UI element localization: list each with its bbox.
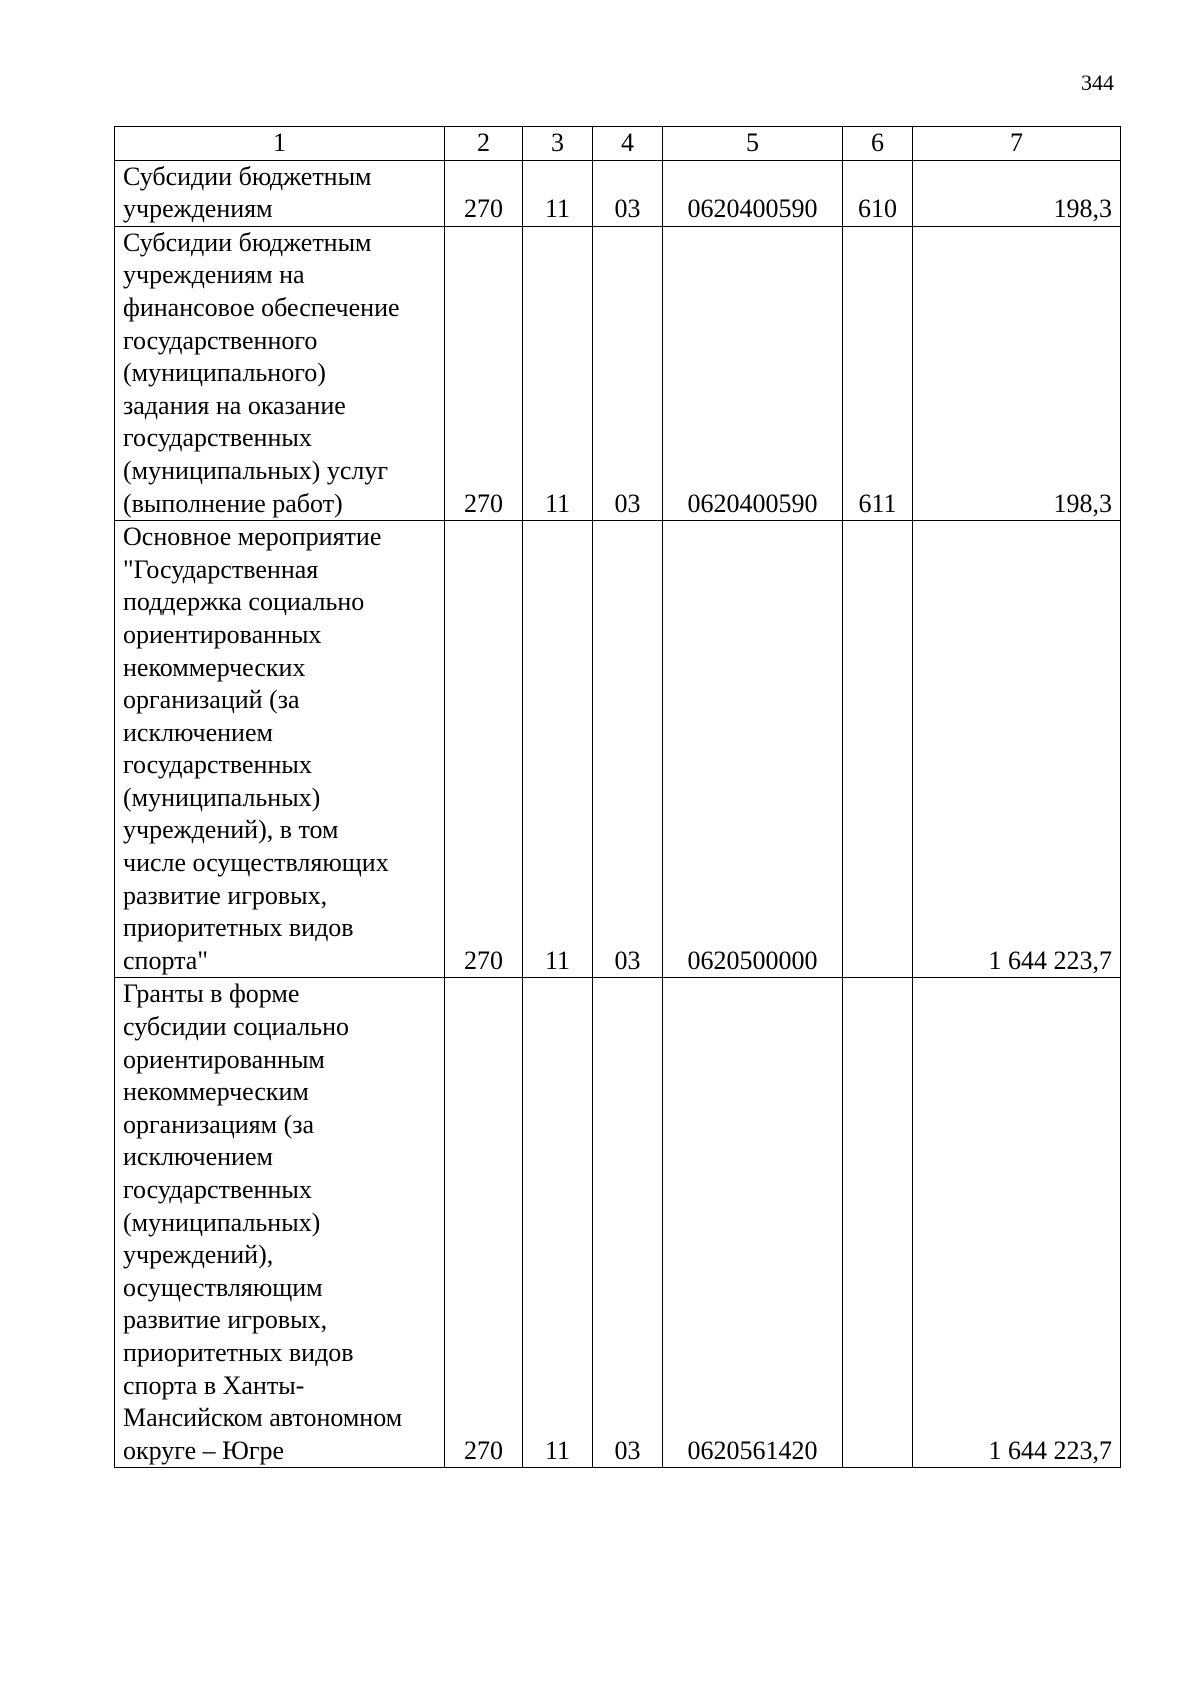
row-name-line: исключением bbox=[123, 717, 273, 747]
row-name-line: развитие игровых, bbox=[123, 880, 328, 910]
header-cell: 1 bbox=[115, 127, 445, 161]
subsection-cell: 03 bbox=[593, 160, 663, 226]
expense-type-cell: 610 bbox=[843, 160, 913, 226]
header-cell: 2 bbox=[445, 127, 523, 161]
row-name-line: Мансийском автономном bbox=[123, 1403, 403, 1433]
subsection-cell: 03 bbox=[593, 226, 663, 520]
target-article-cell: 0620561420 bbox=[663, 978, 843, 1468]
row-name-line: (выполнение работ) bbox=[123, 488, 343, 518]
row-name-line: организаций (за bbox=[123, 685, 300, 715]
expense-type-cell: 611 bbox=[843, 226, 913, 520]
row-name-line: поддержка социально bbox=[123, 587, 365, 617]
page-number: 344 bbox=[1081, 70, 1114, 95]
table-row bbox=[115, 160, 1121, 226]
row-name-line: учреждениям bbox=[123, 194, 273, 224]
row-name-line: (муниципального) bbox=[123, 358, 326, 388]
row-name-cell bbox=[115, 160, 445, 226]
header-cell: 3 bbox=[523, 127, 593, 161]
row-name-line: приоритетных видов bbox=[123, 1337, 354, 1367]
target-article-cell: 0620500000 bbox=[663, 521, 843, 978]
expense-type-cell bbox=[843, 521, 913, 978]
row-name-line: учреждений), bbox=[123, 1240, 274, 1270]
row-name-line: приоритетных видов bbox=[123, 913, 354, 943]
section-cell: 11 bbox=[523, 978, 593, 1468]
section-cell: 11 bbox=[523, 226, 593, 520]
amount-cell: 198,3 bbox=[913, 226, 1121, 520]
table-row bbox=[115, 226, 1121, 520]
admin-code-cell: 270 bbox=[445, 521, 523, 978]
target-article-cell: 0620400590 bbox=[663, 160, 843, 226]
row-name-line: финансовое обеспечение bbox=[123, 292, 400, 322]
admin-code-cell: 270 bbox=[445, 160, 523, 226]
row-name-line: государственных bbox=[123, 750, 312, 780]
subsection-cell: 03 bbox=[593, 978, 663, 1468]
row-name-line: Основное мероприятие bbox=[123, 522, 382, 552]
row-name-line: ориентированным bbox=[123, 1044, 325, 1074]
row-name-line: числе осуществляющих bbox=[123, 848, 389, 878]
row-name-line: (муниципальных) bbox=[123, 782, 321, 812]
row-name-line: ориентированных bbox=[123, 619, 322, 649]
row-name-line: Субсидии бюджетным bbox=[123, 227, 372, 257]
section-cell: 11 bbox=[523, 160, 593, 226]
table-row bbox=[115, 978, 1121, 1468]
section-cell: 11 bbox=[523, 521, 593, 978]
budget-table bbox=[114, 126, 1121, 1468]
row-name-line: развитие игровых, bbox=[123, 1305, 328, 1335]
row-name-line: округе – Югре bbox=[123, 1435, 285, 1465]
row-name-line: спорта в Ханты- bbox=[123, 1370, 305, 1400]
row-name-line: государственных bbox=[123, 1175, 312, 1204]
row-name-line: учреждений), в том bbox=[123, 815, 339, 845]
row-name-line: исключением bbox=[123, 1142, 273, 1172]
row-name-line: организациям (за bbox=[123, 1109, 315, 1139]
admin-code-cell: 270 bbox=[445, 978, 523, 1468]
row-name-line: некоммерческим bbox=[123, 1077, 309, 1107]
row-name-line: спорта" bbox=[123, 945, 208, 975]
row-name-line: (муниципальных) bbox=[123, 1207, 321, 1237]
table-header-row bbox=[115, 127, 1121, 161]
table-row bbox=[115, 521, 1121, 978]
amount-cell: 1 644 223,7 bbox=[913, 521, 1121, 978]
expense-type-cell bbox=[843, 978, 913, 1468]
row-name-line: "Государственная bbox=[123, 554, 319, 584]
header-cell: 6 bbox=[843, 127, 913, 161]
row-name-line: государственного bbox=[123, 325, 318, 355]
subsection-cell: 03 bbox=[593, 521, 663, 978]
row-name-line: государственных bbox=[123, 423, 312, 453]
row-name-line: Гранты в форме bbox=[123, 979, 300, 1009]
header-cell: 5 bbox=[663, 127, 843, 161]
row-name-line: некоммерческих bbox=[123, 652, 306, 682]
row-name-line: Субсидии бюджетным bbox=[123, 161, 372, 191]
row-name-cell bbox=[115, 978, 445, 1468]
header-cell: 7 bbox=[913, 127, 1121, 161]
target-article-cell: 0620400590 bbox=[663, 226, 843, 520]
header-cell: 4 bbox=[593, 127, 663, 161]
row-name-line: задания на оказание bbox=[123, 390, 346, 420]
row-name-line: (муниципальных) услуг bbox=[123, 455, 389, 485]
row-name-line: осуществляющим bbox=[123, 1272, 323, 1302]
admin-code-cell: 270 bbox=[445, 226, 523, 520]
amount-cell: 198,3 bbox=[913, 160, 1121, 226]
amount-cell: 1 644 223,7 bbox=[913, 978, 1121, 1468]
row-name-line: субсидии социально bbox=[123, 1012, 349, 1042]
row-name-cell bbox=[115, 226, 445, 520]
row-name-line: учреждениям на bbox=[123, 260, 305, 290]
row-name-cell bbox=[115, 521, 445, 978]
